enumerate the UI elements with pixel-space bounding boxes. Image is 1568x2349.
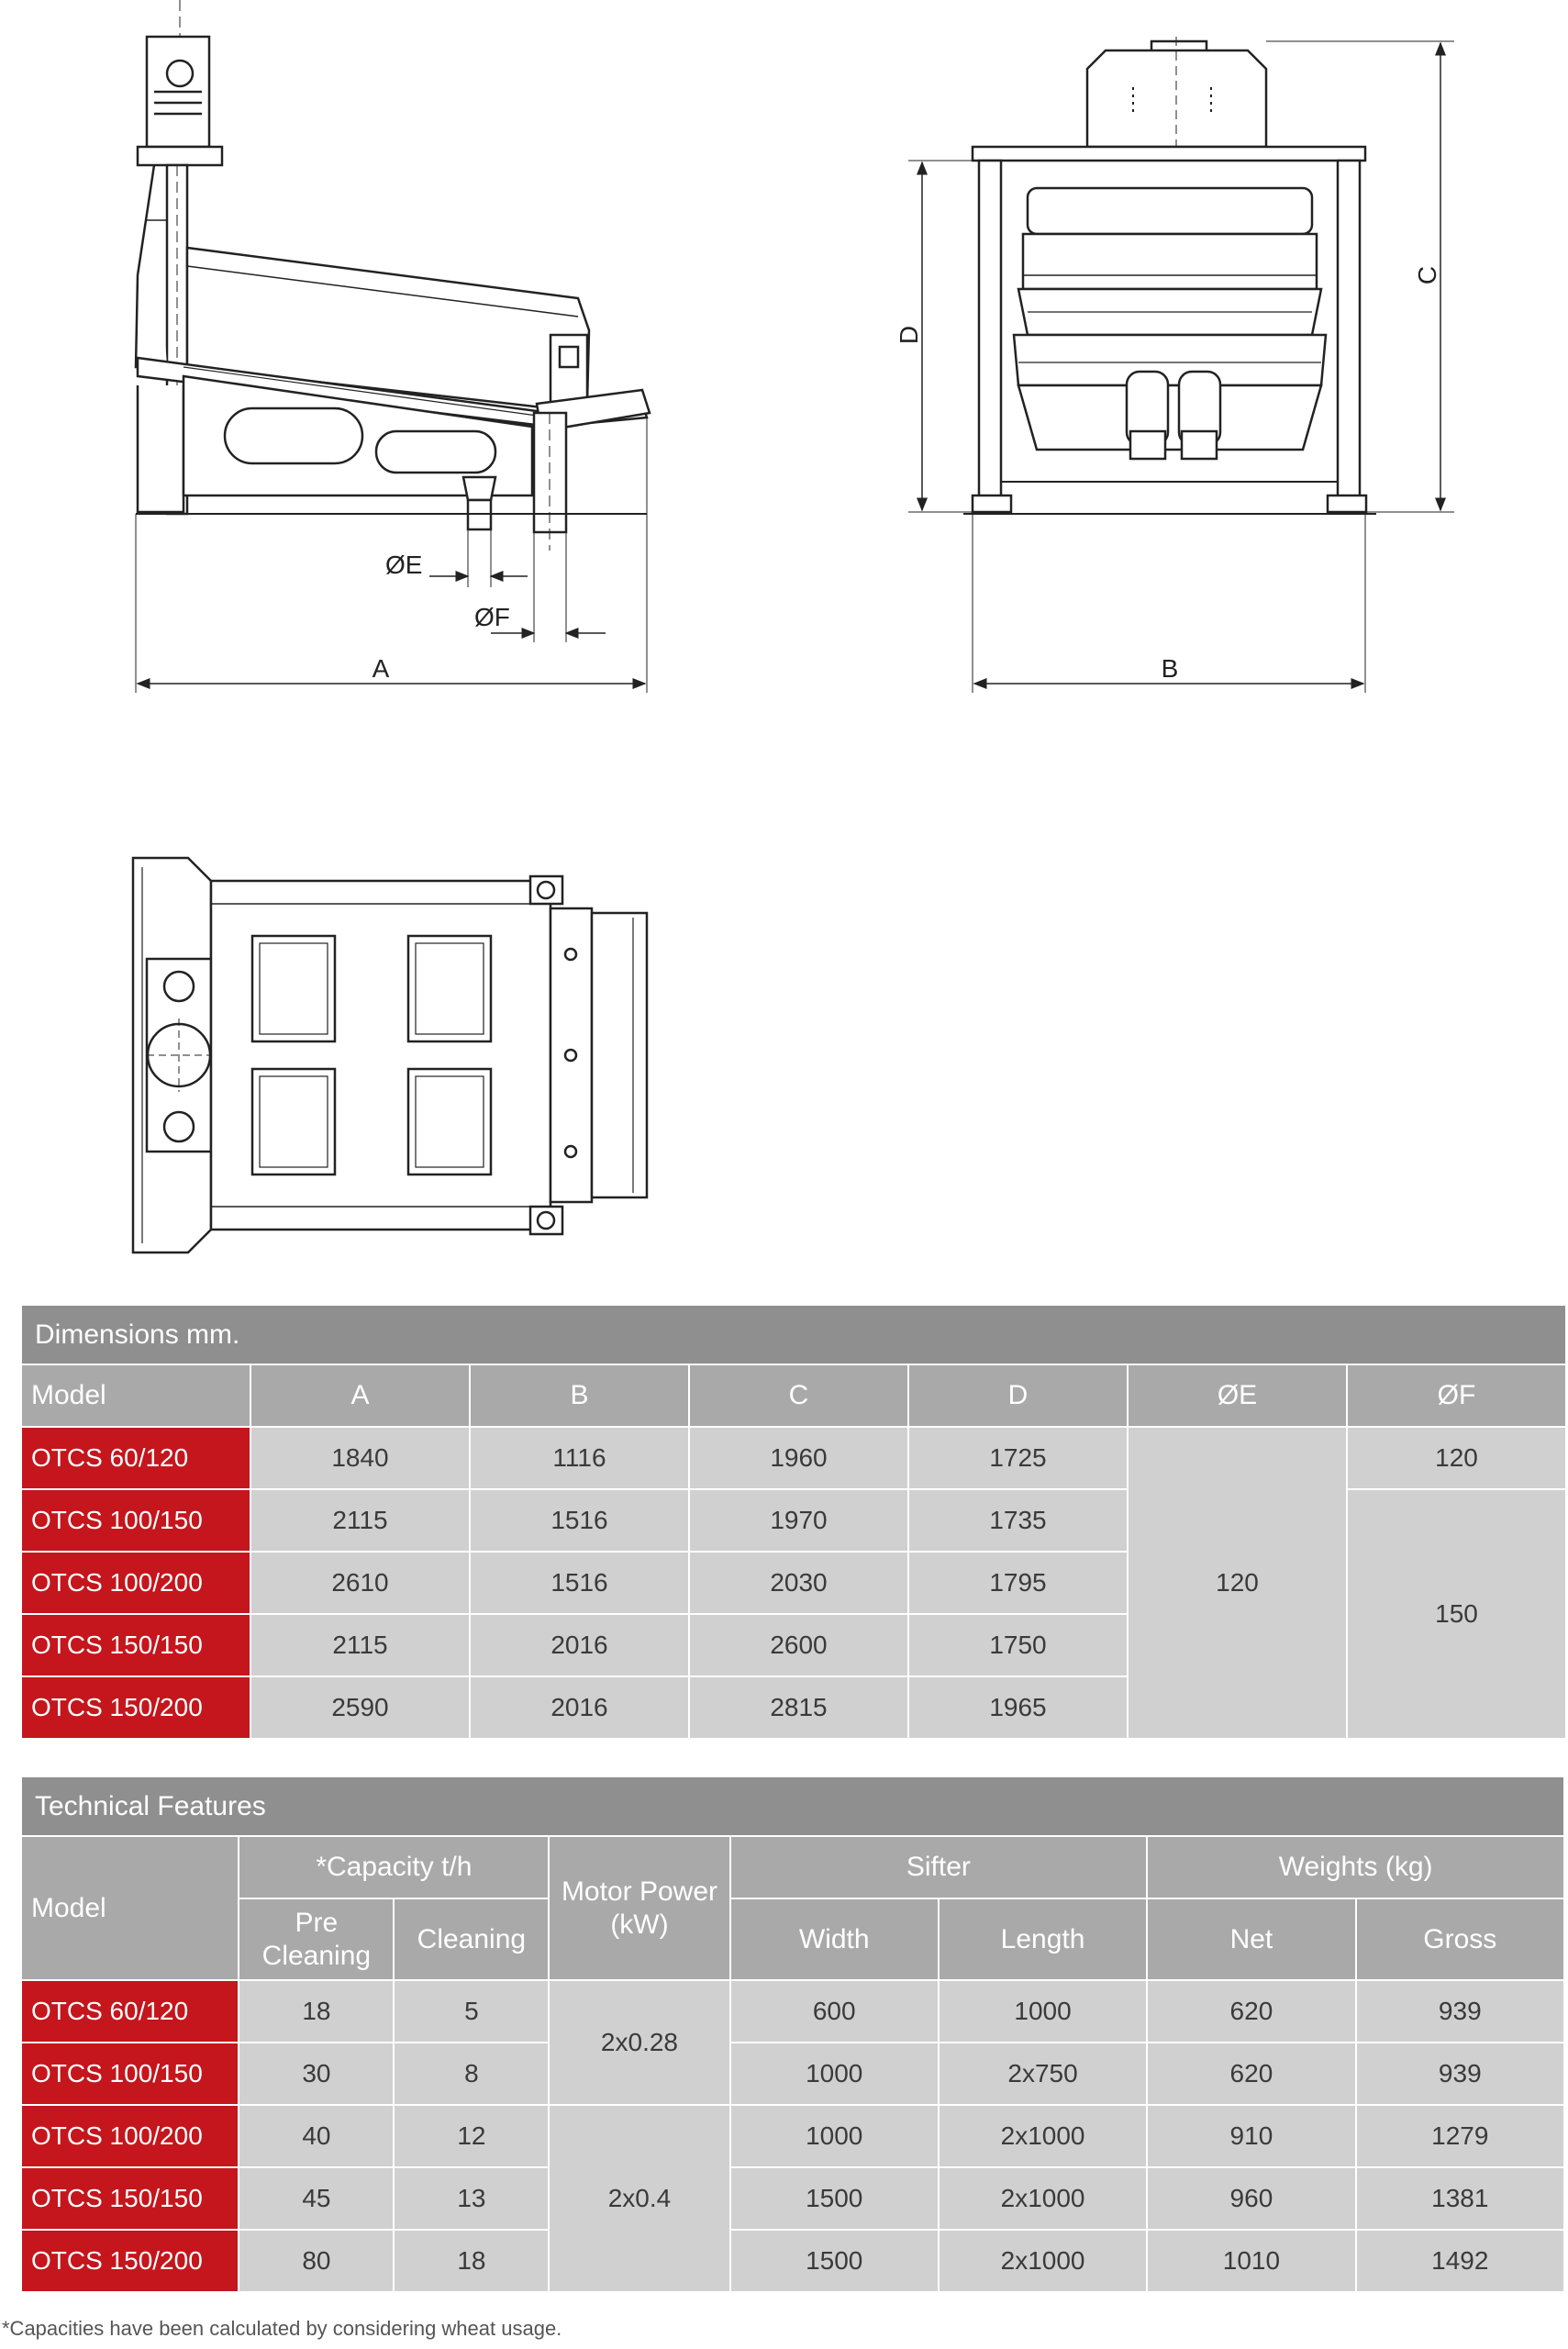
value-a: 2115 — [250, 1614, 470, 1676]
value-cleaning: 8 — [394, 2043, 549, 2105]
header-cleaning: Cleaning — [394, 1898, 549, 1980]
value-d: 1735 — [908, 1489, 1128, 1552]
header-sifter: Sifter — [730, 1836, 1148, 1898]
table-row — [21, 1980, 1564, 2043]
dimensions-table-title: Dimensions mm. — [21, 1305, 1566, 1364]
value-length: 1000 — [939, 1980, 1147, 2043]
model-cell: OTCS 150/150 — [21, 2167, 239, 2230]
model-cell: OTCS 150/200 — [21, 1676, 250, 1739]
value-e-merged: 120 — [1128, 1427, 1347, 1739]
footnote: *Capacities have been calculated by considering wheat usage. — [2, 2317, 562, 2340]
value-a: 2115 — [250, 1489, 470, 1552]
table-row — [21, 2043, 1564, 2105]
value-cleaning: 13 — [394, 2167, 549, 2230]
value-motor-power-group2: 2x0.4 — [549, 2105, 729, 2292]
value-width: 1000 — [730, 2043, 939, 2105]
value-f-merged: 150 — [1347, 1489, 1566, 1739]
value-net: 960 — [1147, 2167, 1355, 2230]
value-pre-cleaning: 80 — [239, 2230, 394, 2292]
model-cell: OTCS 100/150 — [21, 2043, 239, 2105]
model-cell: OTCS 60/120 — [21, 1427, 250, 1489]
value-gross: 1381 — [1356, 2167, 1564, 2230]
front-view-drawing — [908, 37, 1454, 693]
value-c: 2815 — [689, 1676, 908, 1739]
dimensions-table — [20, 1304, 1567, 1740]
model-cell: OTCS 100/200 — [21, 2105, 239, 2167]
value-net: 620 — [1147, 2043, 1355, 2105]
header-b: B — [470, 1364, 689, 1427]
value-pre-cleaning: 18 — [239, 1980, 394, 2043]
value-c: 2600 — [689, 1614, 908, 1676]
header-motor-power-line2: (kW) — [610, 1909, 669, 1940]
header-gross: Gross — [1356, 1898, 1564, 1980]
value-pre-cleaning: 45 — [239, 2167, 394, 2230]
value-motor-power-group1: 2x0.28 — [549, 1980, 729, 2105]
value-width: 1500 — [730, 2230, 939, 2292]
value-d: 1725 — [908, 1427, 1128, 1489]
header-e: ØE — [1128, 1364, 1347, 1427]
value-c: 2030 — [689, 1552, 908, 1614]
value-c: 1960 — [689, 1427, 908, 1489]
header-weights: Weights (kg) — [1147, 1836, 1564, 1898]
header-model: Model — [21, 1364, 250, 1427]
header-pre-cleaning-line1: Pre — [295, 1907, 339, 1938]
value-length: 2x1000 — [939, 2167, 1147, 2230]
top-view-drawing — [133, 858, 647, 1252]
table-row — [21, 2167, 1564, 2230]
header-pre-cleaning — [239, 1898, 394, 1980]
dimension-c-label: C — [1413, 265, 1441, 285]
model-cell: OTCS 150/200 — [21, 2230, 239, 2292]
value-width: 1500 — [730, 2167, 939, 2230]
header-a: A — [250, 1364, 470, 1427]
value-gross: 939 — [1356, 1980, 1564, 2043]
dimension-d-label: D — [895, 325, 923, 345]
value-a: 2610 — [250, 1552, 470, 1614]
value-a: 1840 — [250, 1427, 470, 1489]
dimension-b-label: B — [1161, 654, 1179, 683]
value-width: 600 — [730, 1980, 939, 2043]
value-width: 1000 — [730, 2105, 939, 2167]
header-length: Length — [939, 1898, 1147, 1980]
value-cleaning: 5 — [394, 1980, 549, 2043]
value-cleaning: 12 — [394, 2105, 549, 2167]
side-view-drawing — [136, 0, 650, 693]
dimension-f-label: ØF — [474, 603, 510, 631]
value-net: 1010 — [1147, 2230, 1355, 2292]
value-b: 2016 — [470, 1614, 689, 1676]
table-row — [21, 2105, 1564, 2167]
header-net: Net — [1147, 1898, 1355, 1980]
header-c: C — [689, 1364, 908, 1427]
model-cell: OTCS 150/150 — [21, 1614, 250, 1676]
header-d: D — [908, 1364, 1128, 1427]
value-a: 2590 — [250, 1676, 470, 1739]
value-d: 1750 — [908, 1614, 1128, 1676]
model-cell: OTCS 100/150 — [21, 1489, 250, 1552]
value-net: 620 — [1147, 1980, 1355, 2043]
value-gross: 1279 — [1356, 2105, 1564, 2167]
value-d: 1795 — [908, 1552, 1128, 1614]
table-row — [21, 2230, 1564, 2292]
header-f: ØF — [1347, 1364, 1566, 1427]
dimension-a-label: A — [372, 654, 390, 683]
value-cleaning: 18 — [394, 2230, 549, 2292]
technical-table-title: Technical Features — [21, 1776, 1564, 1836]
value-c: 1970 — [689, 1489, 908, 1552]
value-d: 1965 — [908, 1676, 1128, 1739]
value-b: 1516 — [470, 1552, 689, 1614]
value-length: 2x1000 — [939, 2230, 1147, 2292]
value-b: 2016 — [470, 1676, 689, 1739]
value-f: 120 — [1347, 1427, 1566, 1489]
value-b: 1116 — [470, 1427, 689, 1489]
header-width: Width — [730, 1898, 939, 1980]
value-pre-cleaning: 30 — [239, 2043, 394, 2105]
value-gross: 1492 — [1356, 2230, 1564, 2292]
header-pre-cleaning-line2: Cleaning — [261, 1940, 372, 1971]
dimension-e-label: ØE — [385, 551, 423, 579]
technical-features-table — [20, 1776, 1565, 2293]
header-capacity: *Capacity t/h — [239, 1836, 549, 1898]
value-pre-cleaning: 40 — [239, 2105, 394, 2167]
header-motor-power — [549, 1836, 729, 1980]
header-motor-power-line1: Motor Power — [561, 1876, 717, 1907]
model-cell: OTCS 60/120 — [21, 1980, 239, 2043]
header-model: Model — [21, 1836, 239, 1980]
value-length: 2x1000 — [939, 2105, 1147, 2167]
value-length: 2x750 — [939, 2043, 1147, 2105]
table-row — [21, 1427, 1566, 1489]
value-gross: 939 — [1356, 2043, 1564, 2105]
value-b: 1516 — [470, 1489, 689, 1552]
model-cell: OTCS 100/200 — [21, 1552, 250, 1614]
value-net: 910 — [1147, 2105, 1355, 2167]
